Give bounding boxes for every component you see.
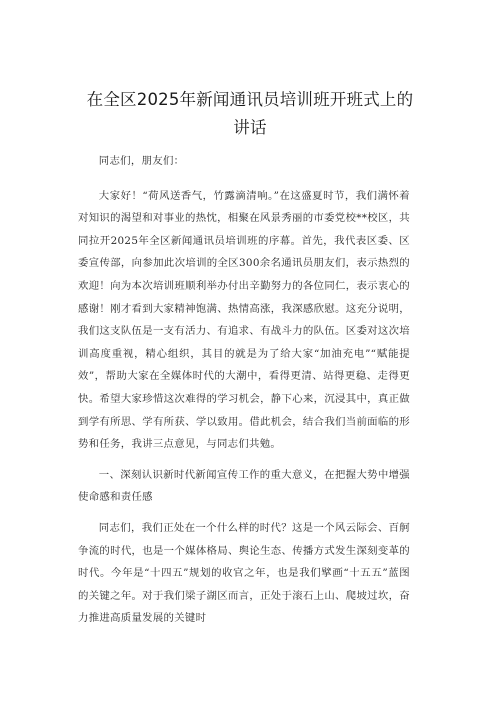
document-body [78,150,410,638]
greeting: 同志们，朋友们： [98,155,185,167]
title-line-2: 讲话 [233,118,267,137]
title-line-1: 在全区2025年新闻通讯员培训班开班式上的 [86,90,414,109]
section-heading-1: 一、深刻认识新时代新闻宣传工作的重大意义，在把握大势中增强使命感和责任感 [78,468,410,504]
paragraph-opening: 大家好！“荷风送香气，竹露滴清响。”在这盛夏时节，我们满怀着对知识的渴望和对事业的热忱，相聚在风景秀丽的市委党校**校区，共同拉开2025年全区新闻通讯员培训班的序幕。首先，我代表区委、区委宣传部，向参加此次培训的全区300余名通讯员朋友们，表示热烈的欢迎！向为本次培训班顺利举办付出辛勤努力的各位同仁，表示衷心的感谢！刚才看到大家精神饱满、热情高涨，我深感欣慰。这充分说明，我们这支队伍是一支有活力、有追求、有战斗力的队伍。区委对这次培训高度重视，精心组织，其目的就是为了给大家“加油充电”“赋能提效”，帮助大家在全媒体时代的大潮中，看得更清、站得更稳、走得更快。希望大家珍惜这次难得的学习机会，静下心来，沉浸其中，真正做到学有所思、学有所获、学以致用。借此机会，结合我们当前面临的形势和任务，我讲三点意见，与同志们共勉。 [78,189,410,451]
paragraph-section-1: 同志们，我们正处在一个什么样的时代？这是一个风云际会、百舸争流的时代，也是一个媒体格局、舆论生态、传播方式发生深刻变革的时代。今年是“十四五”规划的收官之年，也是我们擘画“十五五”蓝图的关键之年。对于我们梁子湖区而言，正处于滚石上山、爬坡过坎，奋力推进高质量发展的关键时 [78,521,410,625]
document-title [60,86,440,142]
